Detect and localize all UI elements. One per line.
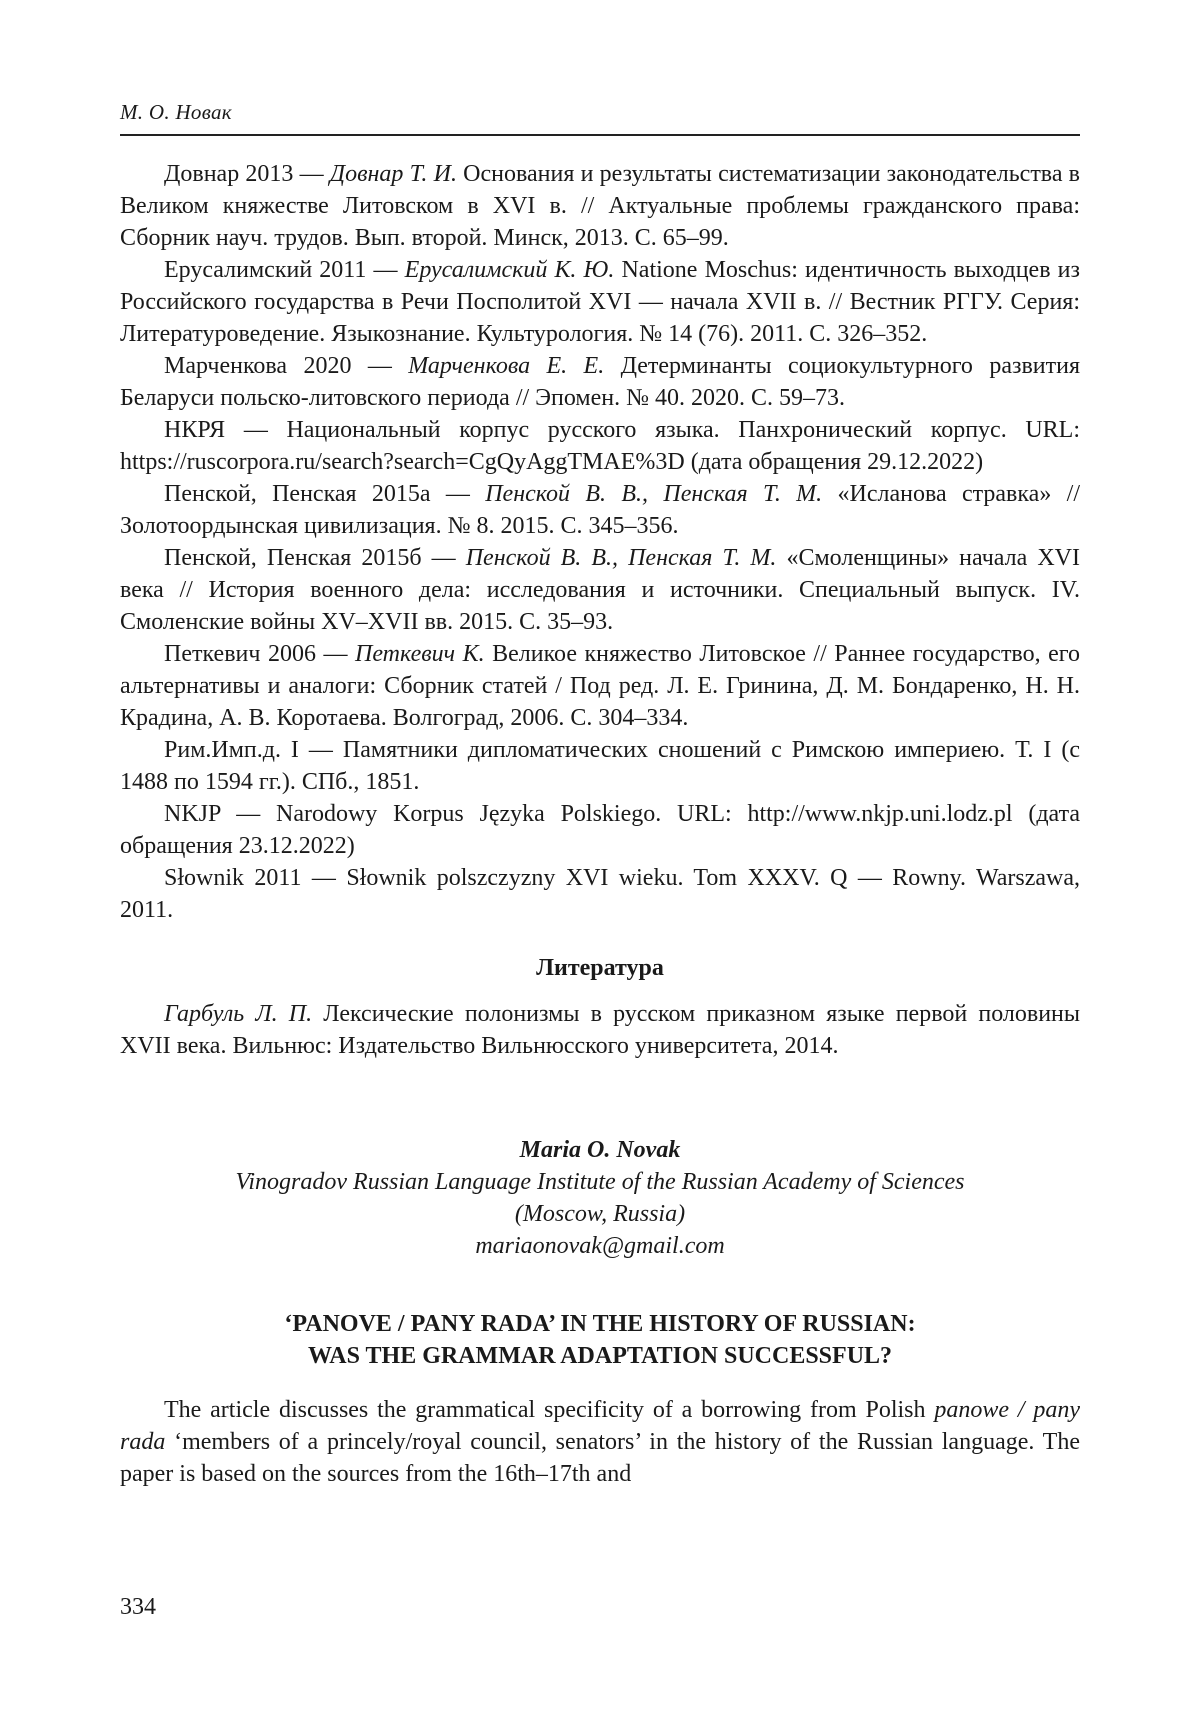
english-author-block <box>120 1134 1080 1262</box>
reference-entry: Ерусалимский 2011 — Ерусалимский К. Ю. Natione Moschus: идентичность выходцев из Российского государства в Речи Посполитой XVI — начала XVII в. // Вестник РГГУ. Серия: Литературоведение. Языкознание. Культурология. № 14 (76). 2011. С. 326–352. <box>120 257 1080 347</box>
literature-entry: Гарбуль Л. П. Лексические полонизмы в русском приказном языке первой половины XVII века. Вильнюс: Издательство Вильнюсского университета, 2014. <box>120 1001 1080 1059</box>
english-email: mariaonovak@gmail.com <box>475 1233 725 1259</box>
english-location: (Moscow, Russia) <box>514 1201 686 1227</box>
literature-heading: Литература <box>536 955 664 981</box>
page-content <box>120 158 1080 1490</box>
running-head-author: М. О. Новак <box>120 100 232 124</box>
reference-entry: Пенской, Пенская 2015б — Пенской В. В., Пенская Т. М. «Смоленщины» начала XVI века // История военного дела: исследования и источники. Специальный выпуск. IV. Смоленские войны XV–XVII вв. 2015. С. 35–93. <box>120 545 1080 635</box>
reference-entry: Słownik 2011 — Słownik polszczyzny XVI wieku. Tom XXXV. Q — Rowny. Warszawa, 2011. <box>120 865 1080 923</box>
english-title-line-2: WAS THE GRAMMAR ADAPTATION SUCCESSFUL? <box>307 1343 893 1369</box>
english-title-line-1: ‘PANOVE / PANY RADA’ IN THE HISTORY OF RUSSIAN: <box>284 1311 916 1337</box>
reference-entry: Рим.Имп.д. I — Памятники дипломатических сношений с Римскою империею. Т. I (с 1488 по 1594 гг.). СПб., 1851. <box>120 737 1080 795</box>
english-article-title <box>120 1308 1080 1372</box>
header-rule <box>120 134 1080 136</box>
english-abstract: The article discusses the grammatical specificity of a borrowing from Polish panowe / pany rada ‘members of a princely/royal council, senators’ in the history of the Russian language. The paper is based on the sources from the 16th–17th and <box>120 1397 1080 1487</box>
reference-entry: Петкевич 2006 — Петкевич К. Великое княжество Литовское // Раннее государство, его альтернативы и аналоги: Сборник статей / Под ред. Л. Е. Гринина, Д. М. Бондаренко, Н. Н. Крадина, А. В. Коротаева. Волгоград, 2006. С. 304–334. <box>120 641 1081 731</box>
page-number: 334 <box>120 1594 156 1620</box>
reference-entry: Довнар 2013 — Довнар Т. И. Основания и результаты систематизации законодательства в Великом княжестве Литовском в XVI в. // Актуальные проблемы гражданского права: Сборник науч. трудов. Вып. второй. Минск, 2013. С. 65–99. <box>120 161 1080 251</box>
reference-entry: NKJP — Narodowy Korpus Języka Polskiego. URL: http://www.nkjp.uni.lodz.pl (дата обращения 23.12.2022) <box>120 801 1080 859</box>
reference-entry: Пенской, Пенская 2015а — Пенской В. В., Пенская Т. М. «Исланова стравка» // Золотоордынская цивилизация. № 8. 2015. С. 345–356. <box>120 481 1080 539</box>
reference-entry: НКРЯ — Национальный корпус русского языка. Панхронический корпус. URL: https://ruscorpora.ru/search?search=CgQyAggTMAE%3D (дата обращения 29.12.2022) <box>120 417 1080 475</box>
english-author-name: Maria O. Novak <box>519 1137 681 1163</box>
reference-entry: Марченкова 2020 — Марченкова Е. Е. Детерминанты социокультурного развития Беларуси польско-литовского периода // Эпомен. № 40. 2020. С. 59–73. <box>120 353 1080 411</box>
english-affiliation: Vinogradov Russian Language Institute of the Russian Academy of Sciences <box>235 1169 965 1195</box>
